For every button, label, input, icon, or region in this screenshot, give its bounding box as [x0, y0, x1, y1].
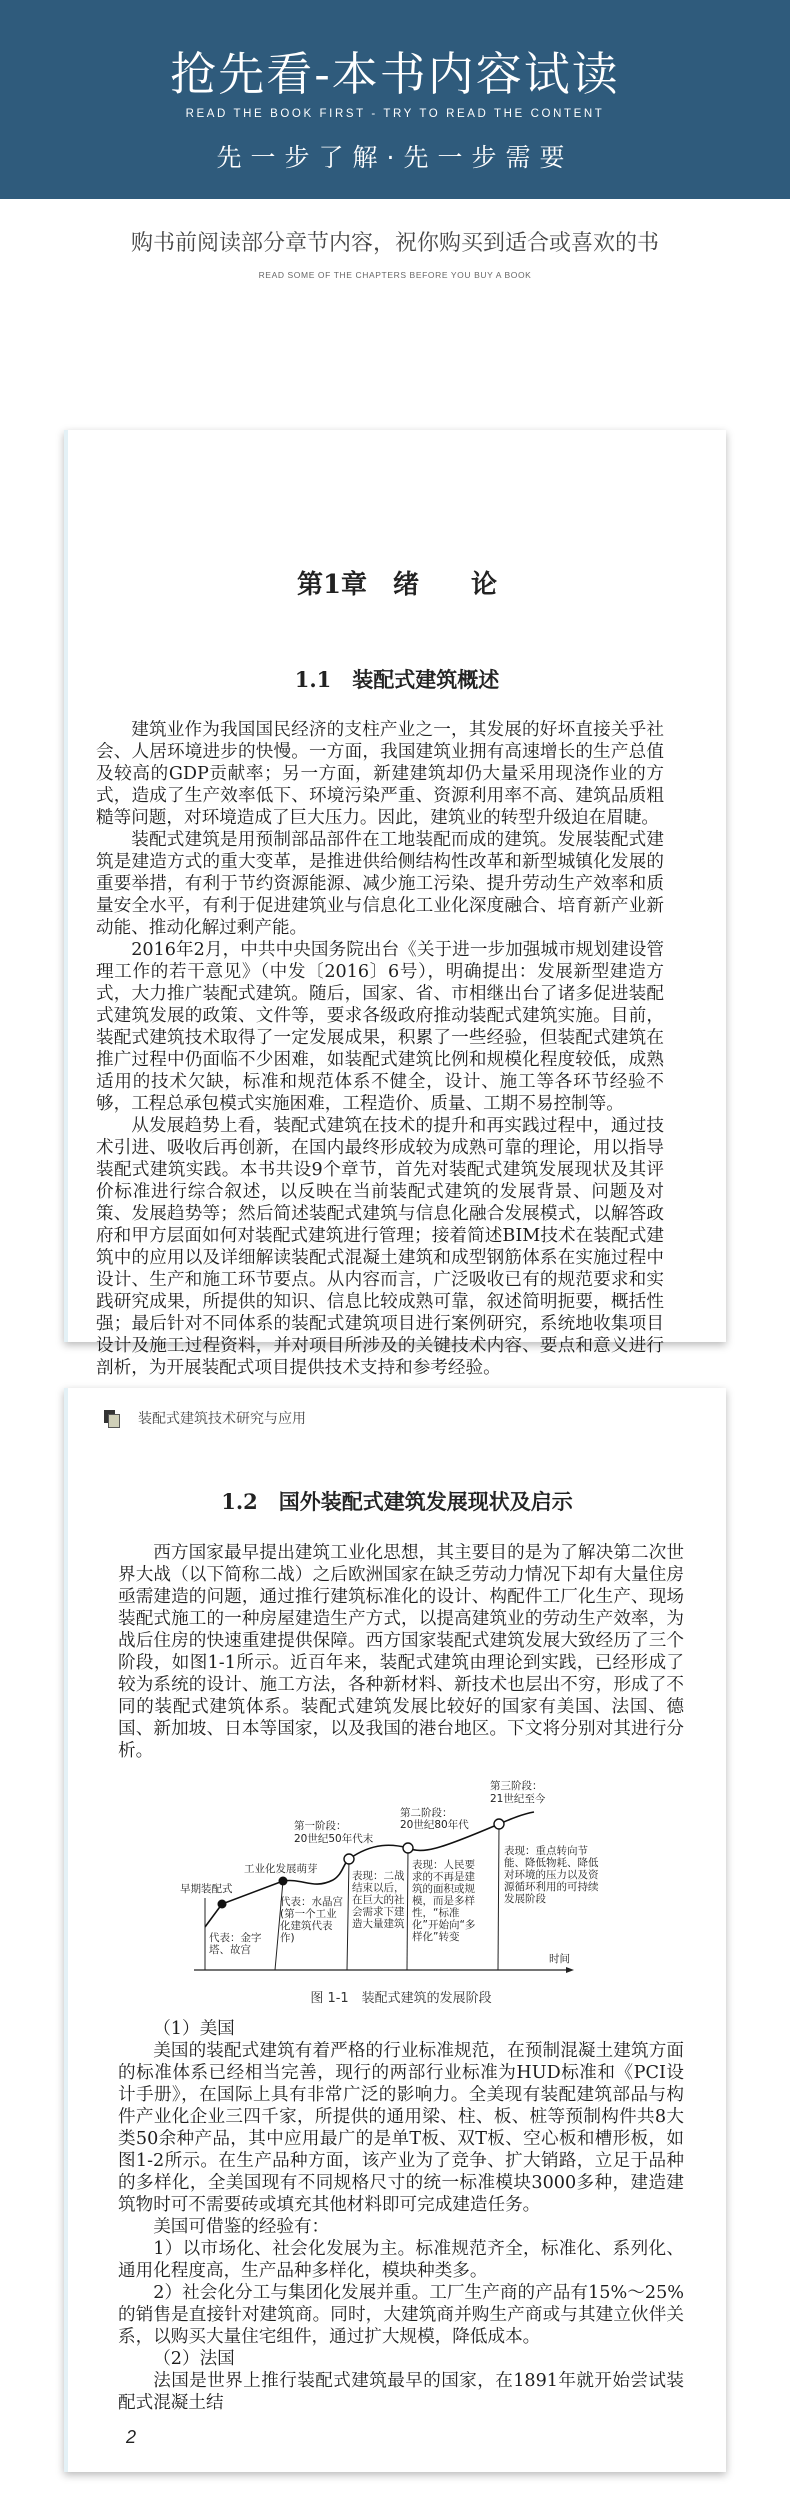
paragraph: 2016年2月，中共中央国务院出台《关于进一步加强城市规划建设管理工作的若干意见》（中发〔2016〕6号），明确提出：发展新型建造方式，大力推广装配式建筑。随后，国家、省、市相继出台了诸多促进装配式建筑发展的政策、文件等，要求各级政府推动装配式建筑实施。目前，装配式建筑技术取得了一定发展成果，积累了一些经验，但装配式建筑在推广过程中仍面临不少困难，如装配式建筑比例和规模化程度较低，成熟适用的技术欠缺，标准和规范体系不健全，设计、施工等各环节经验不够，工程总承包模式实施困难，工程造价、质量、工期不易控制等。: [96, 940, 664, 1114]
divider-line: [407, 1848, 408, 1970]
early-label: 早期装配式: [180, 1883, 233, 1895]
banner-slogan: 先一步了解·先一步需要: [216, 143, 574, 172]
development-stages-figure: [118, 1772, 684, 1982]
us-heading: （1）美国: [153, 2019, 235, 2039]
intro-text-en: READ SOME OF THE CHAPTERS BEFORE YOU BUY A BOOK: [258, 270, 532, 280]
book-page-1: [64, 430, 726, 1378]
stage3-desc: 表现：重点转向节能、降低物耗、降低对环境的压力以及资源循环利用的可持续发展阶段: [504, 1845, 599, 1905]
page1-body: [96, 719, 664, 1379]
banner-subtitle-en: READ THE BOOK FIRST - TRY TO READ THE CONTENT: [185, 108, 605, 120]
running-header-title: 装配式建筑技术研究与应用: [138, 1411, 306, 1427]
stage-circle: [494, 1819, 504, 1829]
page-number: 2: [126, 2427, 137, 2447]
page2-body: [118, 1542, 684, 2472]
divider-line: [347, 1859, 349, 1970]
paragraph: 法国是世界上推行装配式建筑最早的国家，在1891年就开始尝试装配式混凝土结: [118, 2371, 684, 2413]
stage2-desc: 表现：人民要求的不再是建筑的面积或规模，而是多样性，“标准化”开始向“多样化”转变: [412, 1859, 476, 1943]
lesson-item: 2）社会化分工与集团化发展并重。工厂生产商的产品有15%～25%的销售是直接针对建筑商。同时，大建筑商并购生产商或与其建立伙伴关系，以购买大量住宅组件，通过扩大规模，降低成本。: [118, 2283, 684, 2347]
axis-arrow-icon: [566, 1967, 574, 1973]
section-title: 1.2 国外装配式建筑发展现状及启示: [221, 1489, 573, 1514]
france-heading: （2）法国: [153, 2349, 235, 2369]
milestone-dot: [279, 1877, 288, 1886]
divider-line: [498, 1824, 499, 1970]
us-lessons-intro: 美国可借鉴的经验有：: [153, 2217, 330, 2237]
banner-title: 抢先看-本书内容试读: [170, 47, 620, 101]
sprout-label: 工业化发展萌芽: [244, 1863, 318, 1875]
paragraph: 西方国家最早提出建筑工业化思想，其主要目的是为了解决第二次世界大战（以下简称二战）之后欧洲国家在缺乏劳动力情况下却有大量住房亟需建造的问题，通过推行建筑标准化的设计、构配件工厂化生产、现场装配式施工的一种房屋建造生产方式，以提高建筑业的劳动生产效率，为战后住房的快速重建提供保障。西方国家装配式建筑发展大致经历了三个阶段，如图1-1所示。近百年来，装配式建筑由理论到实践，已经形成了较为系统的设计、施工方法，各种新材料、新技术也层出不穷，形成了不同的装配式建筑体系。装配式建筑发展比较好的国家有美国、法国、德国、新加坡、日本等国家，以及我国的港台地区。下文将分别对其进行分析。: [118, 1543, 684, 1761]
paragraph: 美国的装配式建筑有着严格的行业标准规范，在预制混凝土建筑方面的标准体系已经相当完善，现行的两部行业标准为HUD标准和《PCI设计手册》，在国际上具有非常广泛的影响力。全美现有装配建筑部品与构件产业化企业三四千家，所提供的通用梁、柱、板、桩等预制构件共8大类50余种产品，其中应用最广的是单T板、双T板、空心板和槽形板，如图1-2所示。在生产品种方面，该产业为了竞争、扩大销路，立足于品种的多样化，全美国现有不同规格尺寸的统一标准模块3000多种，建造建筑物时可不需要砖或填充其他材料即可完成建造任务。: [118, 2041, 684, 2215]
stage3-period: 21世纪至今: [490, 1793, 546, 1805]
stage3-title: 第三阶段：: [490, 1780, 543, 1792]
early-desc: 代表：金字塔、故宫: [209, 1932, 262, 1956]
axis-label: 时间: [549, 1953, 570, 1965]
sprout-desc: 代表：水晶宫(第一个工业化建筑代表作): [280, 1896, 343, 1944]
lesson-item: 1）以市场化、社会化发展为主。标准规范齐全，标准化、系列化、通用化程度高，生产品种多样化，模块种类多。: [118, 2239, 684, 2281]
running-header: [104, 1408, 306, 1428]
stage1-period: 20世纪50年代末: [294, 1833, 374, 1845]
chapter-title: 第1章 绪 论: [296, 570, 498, 600]
paragraph: 建筑业作为我国国民经济的支柱产业之一，其发展的好坏直接关乎社会、人居环境进步的快慢。一方面，我国建筑业拥有高速增长的生产总值及较高的GDP贡献率；另一方面，新建建筑却仍大量采用现浇作业的方式，造成了生产效率低下、环境污染严重、资源利用率不高、建筑品质粗糙等问题，对环境造成了巨大压力。因此，建筑业的转型升级迫在眉睫。: [96, 720, 664, 828]
figure-caption: 图 1-1 装配式建筑的发展阶段: [310, 1991, 492, 2006]
stage1-title: 第一阶段：: [294, 1820, 347, 1832]
stage2-title: 第二阶段：: [400, 1807, 453, 1819]
paragraph: 从发展趋势上看，装配式建筑在技术的提升和再实践过程中，通过技术引进、吸收后再创新，在国内最终形成较为成熟可靠的理论，用以指导装配式建筑实践。本书共设9个章节，首先对装配式建筑发展现状及其评价标准进行综合叙述，以反映在当前装配式建筑的发展背景、问题及对策、发展趋势等；然后简述装配式建筑与信息化融合发展模式，以解答政府和甲方层面如何对装配式建筑进行管理；接着简述BIM技术在装配式建筑中的应用以及详细解读装配式混凝土建筑和成型钢筋体系在实施过程中设计、生产和施工环节要点。从内容而言，广泛吸收已有的规范要求和实践研究成果，所提供的知识、信息比较成熟可靠，叙述简明扼要，概括性强；最后针对不同体系的装配式建筑项目进行案例研究，系统地收集项目设计及施工过程资料，并对项目所涉及的关键技术内容、要点和意义进行剖析，为开展装配式项目提供技术支持和参考经验。: [96, 1116, 664, 1378]
intro-text: 购书前阅读部分章节内容，祝你购买到适合或喜欢的书: [130, 231, 659, 256]
stage-circle: [403, 1843, 413, 1853]
milestone-dot: [218, 1900, 227, 1909]
section-title: 1.1 装配式建筑概述: [294, 667, 500, 692]
book-page-2: [64, 1388, 726, 2472]
stage1-desc: 表现：二战结束以后，在巨大的社会需求下建造大量建筑: [352, 1870, 405, 1930]
promo-banner: [0, 0, 790, 199]
stage2-period: 20世纪80年代: [400, 1819, 469, 1831]
book-icon: [104, 1410, 118, 1426]
paragraph: 装配式建筑是用预制部品部件在工地装配而成的建筑。发展装配式建筑是建造方式的重大变革，是推进供给侧结构性改革和新型城镇化发展的重要举措，有利于节约资源能源、减少施工污染、提升劳动生产效率和质量安全水平，有利于促进建筑业与信息化工业化深度融合、培育新产业新动能、推动化解过剩产能。: [96, 830, 664, 938]
stage-circle: [344, 1854, 354, 1864]
